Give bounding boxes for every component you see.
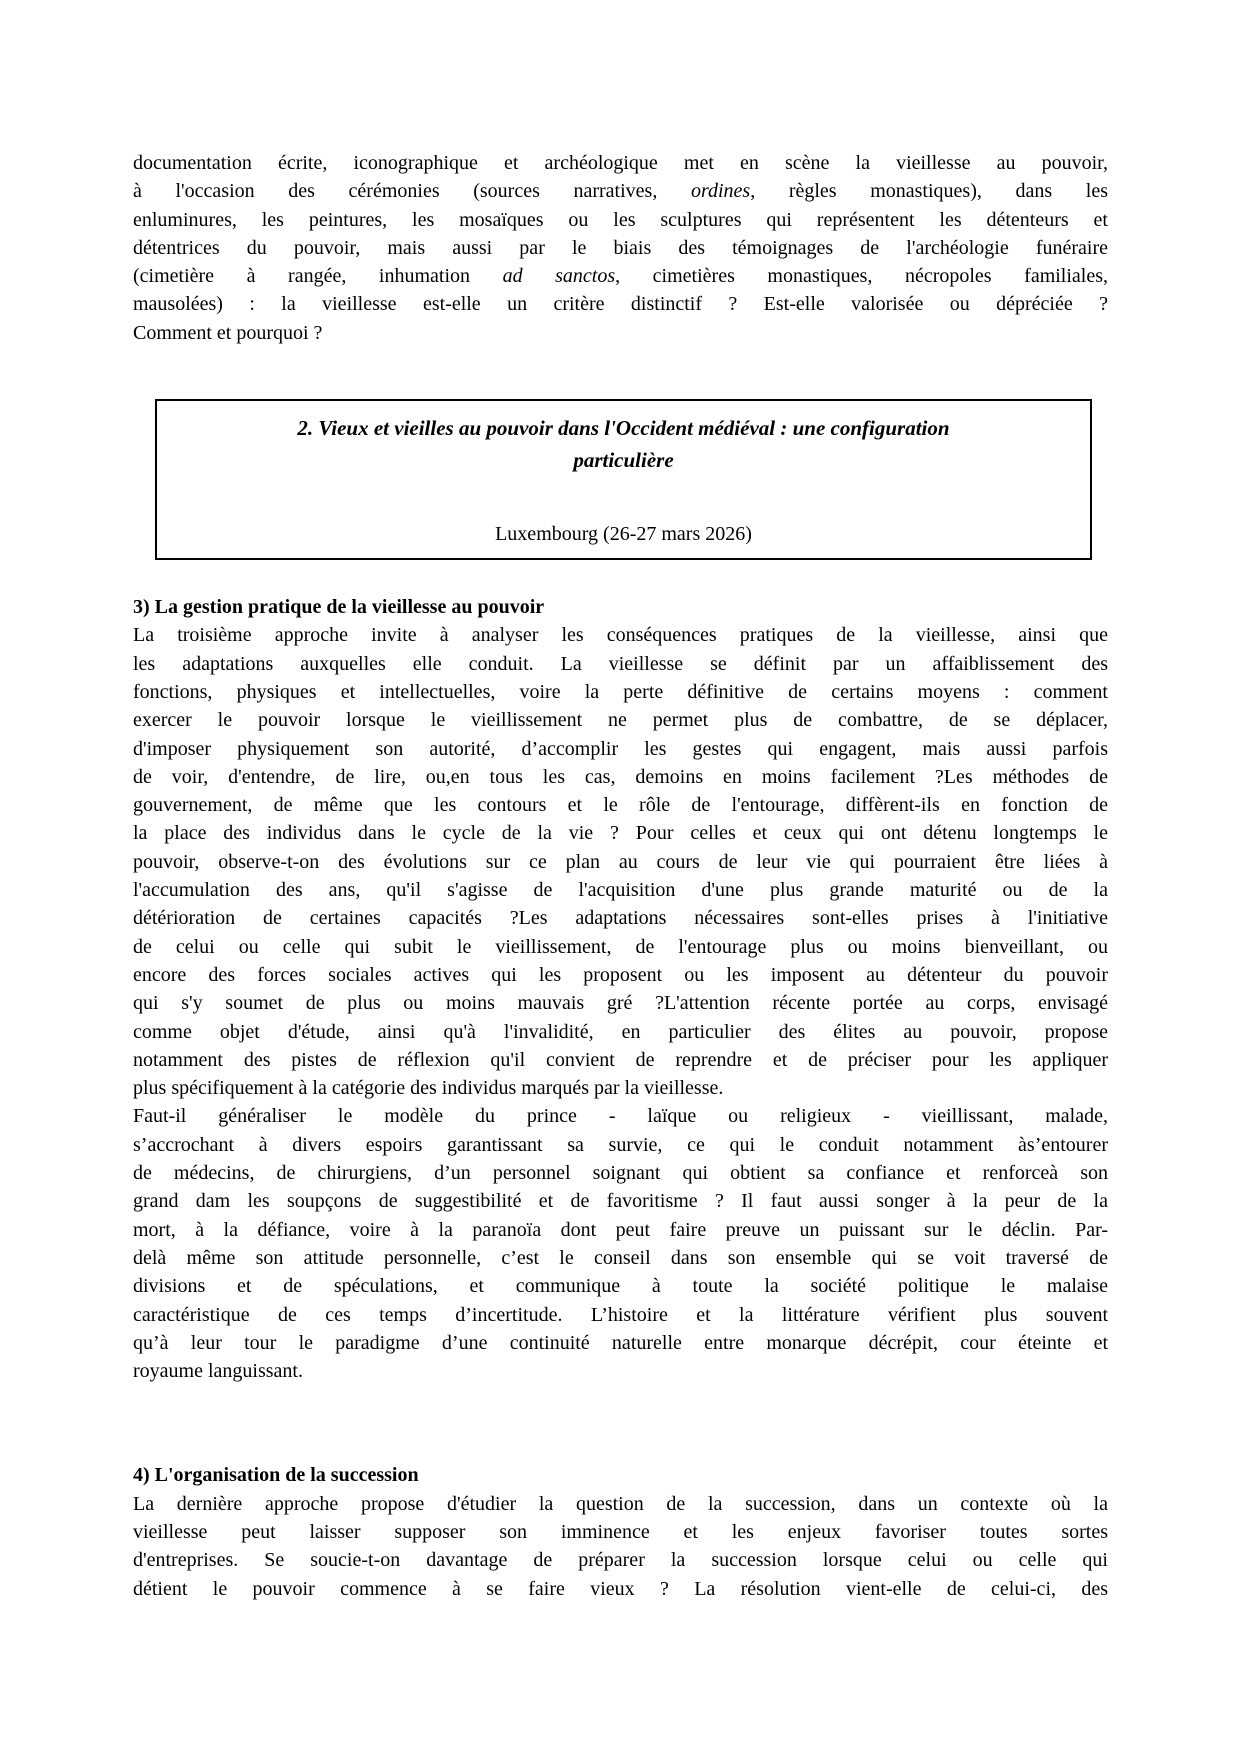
text-line: s’accrochant à divers espoirs garantissant sa survie, ce qui le conduit notamment às’entourer <box>133 1133 1108 1156</box>
announcement-title <box>157 412 1090 476</box>
text-line: de voir, d'entendre, de lire, ou,en tous les cas, demoins en moins facilement ?Les méthodes de <box>133 765 1108 788</box>
text-line: qui s'y soumet de plus ou moins mauvais gré ?L'attention récente portée au corps, envisagé <box>133 992 1108 1015</box>
text-line: comme objet d'étude, ainsi qu'à l'invalidité, en particulier des élites au pouvoir, propose <box>133 1020 1108 1043</box>
text-line: de médecins, de chirurgiens, d’un personnel soignant qui obtient sa confiance et renforceà son <box>133 1162 1108 1185</box>
text-line: Comment et pourquoi ? <box>133 321 323 344</box>
announcement-title-line-2: particulière <box>573 448 674 473</box>
text-line: encore des forces sociales actives qui les proposent ou les imposent au détenteur du pouvoir <box>133 963 1108 986</box>
text-line: mort, à la défiance, voire à la paranoïa dont peut faire preuve un puissant sur le déclin. Par- <box>133 1218 1108 1241</box>
text-line: plus spécifiquement à la catégorie des individus marqués par la vieillesse. <box>133 1077 724 1100</box>
text-line: la place des individus dans le cycle de la vie ? Pour celles et ceux qui ont détenu longtemps le <box>133 822 1108 845</box>
text-line: caractéristique de ces temps d’incertitude. L’histoire et la littérature vérifient plus souvent <box>133 1303 1108 1326</box>
text-line: détentrices du pouvoir, mais aussi par le biais des témoignages de l'archéologie funéraire <box>133 236 1108 259</box>
text-line: qu’à leur tour le paradigme d’une continuité naturelle entre monarque décrépit, cour éteinte et <box>133 1331 1108 1354</box>
text-line: La dernière approche propose d'étudier la question de la succession, dans un contexte où la <box>133 1492 1108 1515</box>
section-4-paragraph-1 <box>133 1490 1108 1603</box>
section-3-heading: 3) La gestion pratique de la vieillesse au pouvoir <box>133 596 545 619</box>
text-line: documentation écrite, iconographique et archéologique met en scène la vieillesse au pouvoir, <box>133 152 1108 174</box>
text-line: Faut-il généraliser le modèle du prince - laïque ou religieux - vieillissant, malade, <box>133 1105 1108 1128</box>
text-line: royaume languissant. <box>133 1360 303 1383</box>
text-line: divisions et de spéculations, et communique à toute la société politique le malaise <box>133 1275 1108 1298</box>
text-line: détérioration de certaines capacités ?Les adaptations nécessaires sont-elles prises à l'initiative <box>133 907 1108 930</box>
text-block <box>133 149 1108 1603</box>
text-line: les adaptations auxquelles elle conduit. La vieillesse se définit par un affaiblissement des <box>133 652 1108 675</box>
text-line: l'accumulation des ans, qu'il s'agisse de l'acquisition d'une plus grande maturité ou de la <box>133 879 1108 902</box>
announcement-box <box>155 399 1092 560</box>
text-line: notamment des pistes de réflexion qu'il convient de reprendre et de préciser pour les appliquer <box>133 1048 1108 1071</box>
text-line: enluminures, les peintures, les mosaïques ou les sculptures qui représentent les détenteurs et <box>133 208 1108 231</box>
section-3-paragraph-1 <box>133 621 1108 1102</box>
announcement-venue: Luxembourg (26-27 mars 2026) <box>495 523 752 546</box>
text-line: (cimetière à rangée, inhumation ad sanctos, cimetières monastiques, nécropoles familiales, <box>133 265 1109 288</box>
text-line: détient le pouvoir commence à se faire vieux ? La résolution vient-elle de celui-ci, des <box>133 1577 1108 1600</box>
text-line: d'entreprises. Se soucie-t-on davantage de préparer la succession lorsque celui ou celle qui <box>133 1549 1108 1572</box>
text-line: exercer le pouvoir lorsque le vieillissement ne permet plus de combattre, de se déplacer, <box>133 709 1108 732</box>
section-3-paragraph-2 <box>133 1102 1108 1385</box>
text-line: La troisième approche invite à analyser les conséquences pratiques de la vieillesse, ainsi que <box>133 624 1108 647</box>
section-4-heading: 4) L'organisation de la succession <box>133 1464 419 1487</box>
text-line: grand dam les soupçons de suggestibilité et de favoritisme ? Il faut aussi songer à la peur de la <box>133 1190 1108 1213</box>
text-line: de celui ou celle qui subit le vieillissement, de l'entourage plus ou moins bienveillant, ou <box>133 935 1108 958</box>
text-line: pouvoir, observe-t-on des évolutions sur ce plan au cours de leur vie qui pourraient être liées à <box>133 850 1108 873</box>
text-line: vieillesse peut laisser supposer son imminence et les enjeux favoriser toutes sortes <box>133 1520 1108 1543</box>
text-line: delà même son attitude personnelle, c’est le conseil dans son ensemble qui se voit traversé de <box>133 1246 1108 1269</box>
text-line: mausolées) : la vieillesse est-elle un critère distinctif ? Est-elle valorisée ou dépréciée ? <box>133 293 1108 316</box>
intro-paragraph <box>133 149 1108 347</box>
text-line: fonctions, physiques et intellectuelles, voire la perte définitive de certains moyens : comment <box>133 680 1108 703</box>
text-line: d'imposer physiquement son autorité, d’accomplir les gestes qui engagent, mais aussi parfois <box>133 737 1108 760</box>
text-line: gouvernement, de même que les contours et le rôle de l'entourage, diffèrent-ils en fonction de <box>133 794 1108 817</box>
text-line: à l'occasion des cérémonies (sources narratives, ordines, règles monastiques), dans les <box>133 180 1108 203</box>
announcement-title-line-1: 2. Vieux et vieilles au pouvoir dans l'Occident médiéval : une configuration <box>297 416 950 441</box>
